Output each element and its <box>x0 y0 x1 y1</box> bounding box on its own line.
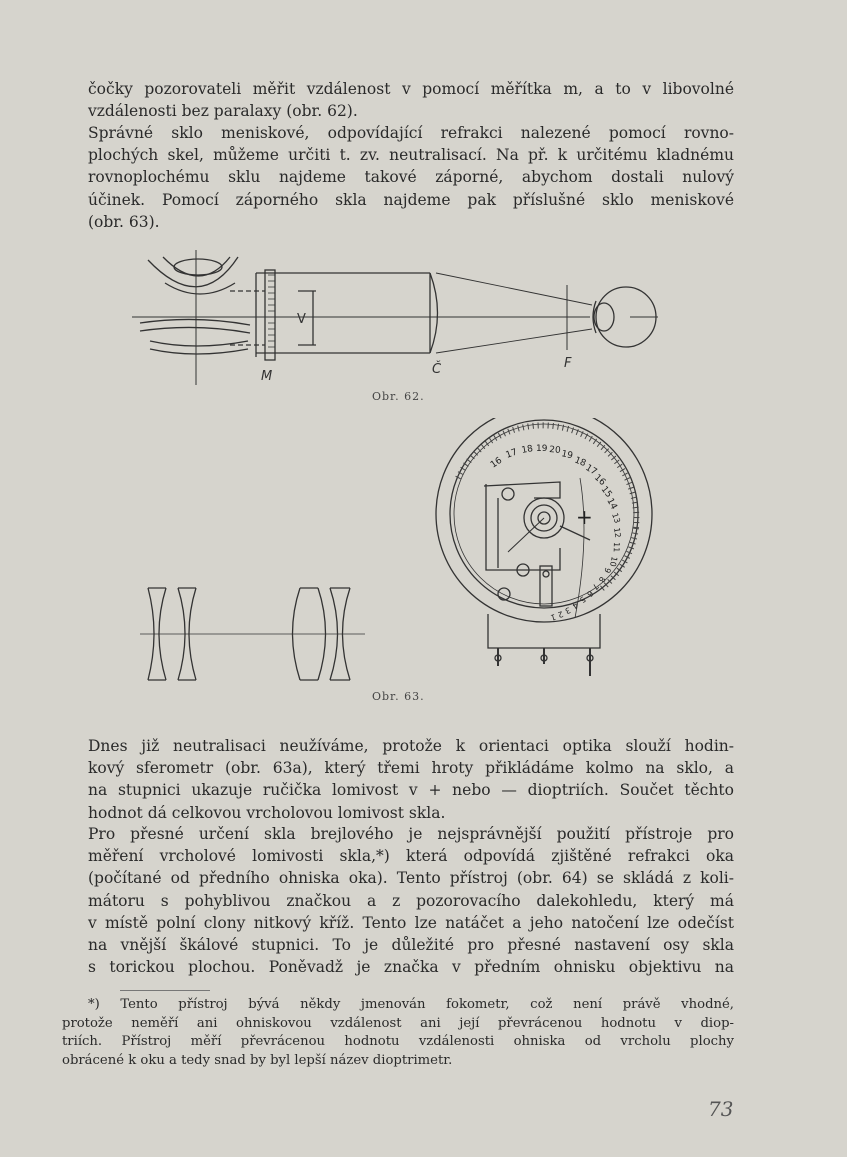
paragraph-3 <box>88 735 734 824</box>
dial-number: 10 <box>607 555 619 568</box>
text-line: mátoru s pohyblivou značkou a z pozorovacího dalekohledu, který má <box>88 891 734 910</box>
page-number: 73 <box>708 1097 734 1121</box>
text-line: hodnot dá celkovou vrcholovou lomivost skla. <box>88 803 446 822</box>
text-line: Správné sklo meniskové, odpovídající refrakci nalezené pomocí rovno- <box>88 124 734 142</box>
dial-number: 11 <box>611 541 621 553</box>
text-line: rovnoplochému sklu najdeme takové záporné, abychom dostali nulový <box>88 168 734 187</box>
footnote-line: protože neměří ani ohniskovou vzdálenost ani její převrácenou hodnotu v diop- <box>62 1015 734 1031</box>
dial-number: 12 <box>612 527 623 539</box>
text-line: na stupnici ukazuje ručička lomivost v + nebo — dioptriích. Součet těchto <box>88 781 734 800</box>
text-line: účinek. Pomocí záporného skla najdeme pak příslušné sklo meniskové <box>88 190 734 209</box>
dial-number: 17 <box>583 463 599 478</box>
eyepiece-lenses <box>140 250 250 385</box>
dial-number: 16 <box>488 455 505 471</box>
text-line: v místě polní clony nitkový kříž. Tento lze natáčet a jeho natočení lze odečíst <box>88 913 734 932</box>
text-line: vzdálenosti bez paralaxy (obr. 62). <box>88 102 358 121</box>
sphereometer-base <box>488 614 600 676</box>
dial-number: 7 <box>590 581 601 592</box>
dial-number: 4 <box>570 600 580 611</box>
footnote-line: obrácené k oku a tedy snad by byl lepší název dioptrimetr. <box>62 1052 453 1068</box>
dial-number: 18 <box>572 455 588 470</box>
dial-number: 19 <box>536 444 548 454</box>
footnote <box>62 996 734 1070</box>
text-line: měření vrcholové lomivosti skla,*) která odpovídá zjištěné refrakci oka <box>88 847 734 866</box>
paragraph-1 <box>88 78 734 122</box>
text-line: (obr. 63). <box>88 212 160 231</box>
eye-icon <box>593 287 658 347</box>
footnote-divider <box>120 990 210 991</box>
dial-number: 2 <box>556 609 565 620</box>
measuring-scale <box>230 270 275 360</box>
dial-number: 20 <box>548 445 562 456</box>
label-c: Č <box>432 362 442 377</box>
text-line: s torickou plochou. Poněvadž je značka v předním ohnisku objektivu na <box>88 958 734 977</box>
text-line: (počítané od předního ohniska oka). Tento přístroj (obr. 64) se skládá z koli- <box>88 869 734 888</box>
dial-number: 9 <box>602 566 613 575</box>
dial-number: 13 <box>610 511 622 525</box>
text-line: na vnější škálové stupnici. To je důležité pro přesné nastavení osy skla <box>88 936 734 955</box>
dial-number: 14 <box>604 496 619 512</box>
label-m: M <box>261 369 273 384</box>
dial-number: 6 <box>584 588 595 599</box>
text-line: kový sferometr (obr. 63a), který třemi hroty přikládáme kolmo na sklo, a <box>88 759 734 778</box>
plus-sign: + <box>576 505 593 529</box>
dial-number: 1 <box>549 612 557 623</box>
text-line: čočky pozorovateli měřit vzdálenost v pomocí měřítka m, a to v libovolné <box>88 80 734 98</box>
dial-number: 8 <box>596 575 608 584</box>
footnote-line: triích. Přístroj měří převrácenou hodnotu vzdálenosti ohniska od vrcholu plochy <box>62 1034 734 1049</box>
lens-c <box>430 273 438 353</box>
paragraph-4 <box>88 823 734 978</box>
dial-number: 15 <box>598 484 614 500</box>
text-line: Pro přesné určení skla brejlového je nejsprávnější použití přístroje pro <box>88 825 734 843</box>
figure-63 <box>0 418 847 688</box>
text-line: plochých skel, můžeme určiti t. zv. neutralisací. Na př. k určitému kladnému <box>88 146 734 165</box>
figure-63-caption: Obr. 63. <box>372 690 425 703</box>
label-v: V <box>297 312 306 327</box>
dial-number: 5 <box>577 594 588 605</box>
paragraph-2 <box>88 122 734 233</box>
dial-number: 18 <box>520 444 534 456</box>
dial-number: 19 <box>560 449 574 462</box>
dial-number: 17 <box>504 447 519 461</box>
text-line: Dnes již neutralisaci neužíváme, protože k orientaci optika slouží hodin- <box>88 737 734 755</box>
figure-62-caption: Obr. 62. <box>372 390 425 403</box>
dial-number: 3 <box>563 605 572 616</box>
dial-number: 16 <box>591 472 608 488</box>
footnote-line: *) Tento přístroj bývá někdy jmenován fokometr, což není právě vhodné, <box>88 997 734 1012</box>
figure-62 <box>0 245 847 405</box>
label-f: F <box>564 356 572 371</box>
